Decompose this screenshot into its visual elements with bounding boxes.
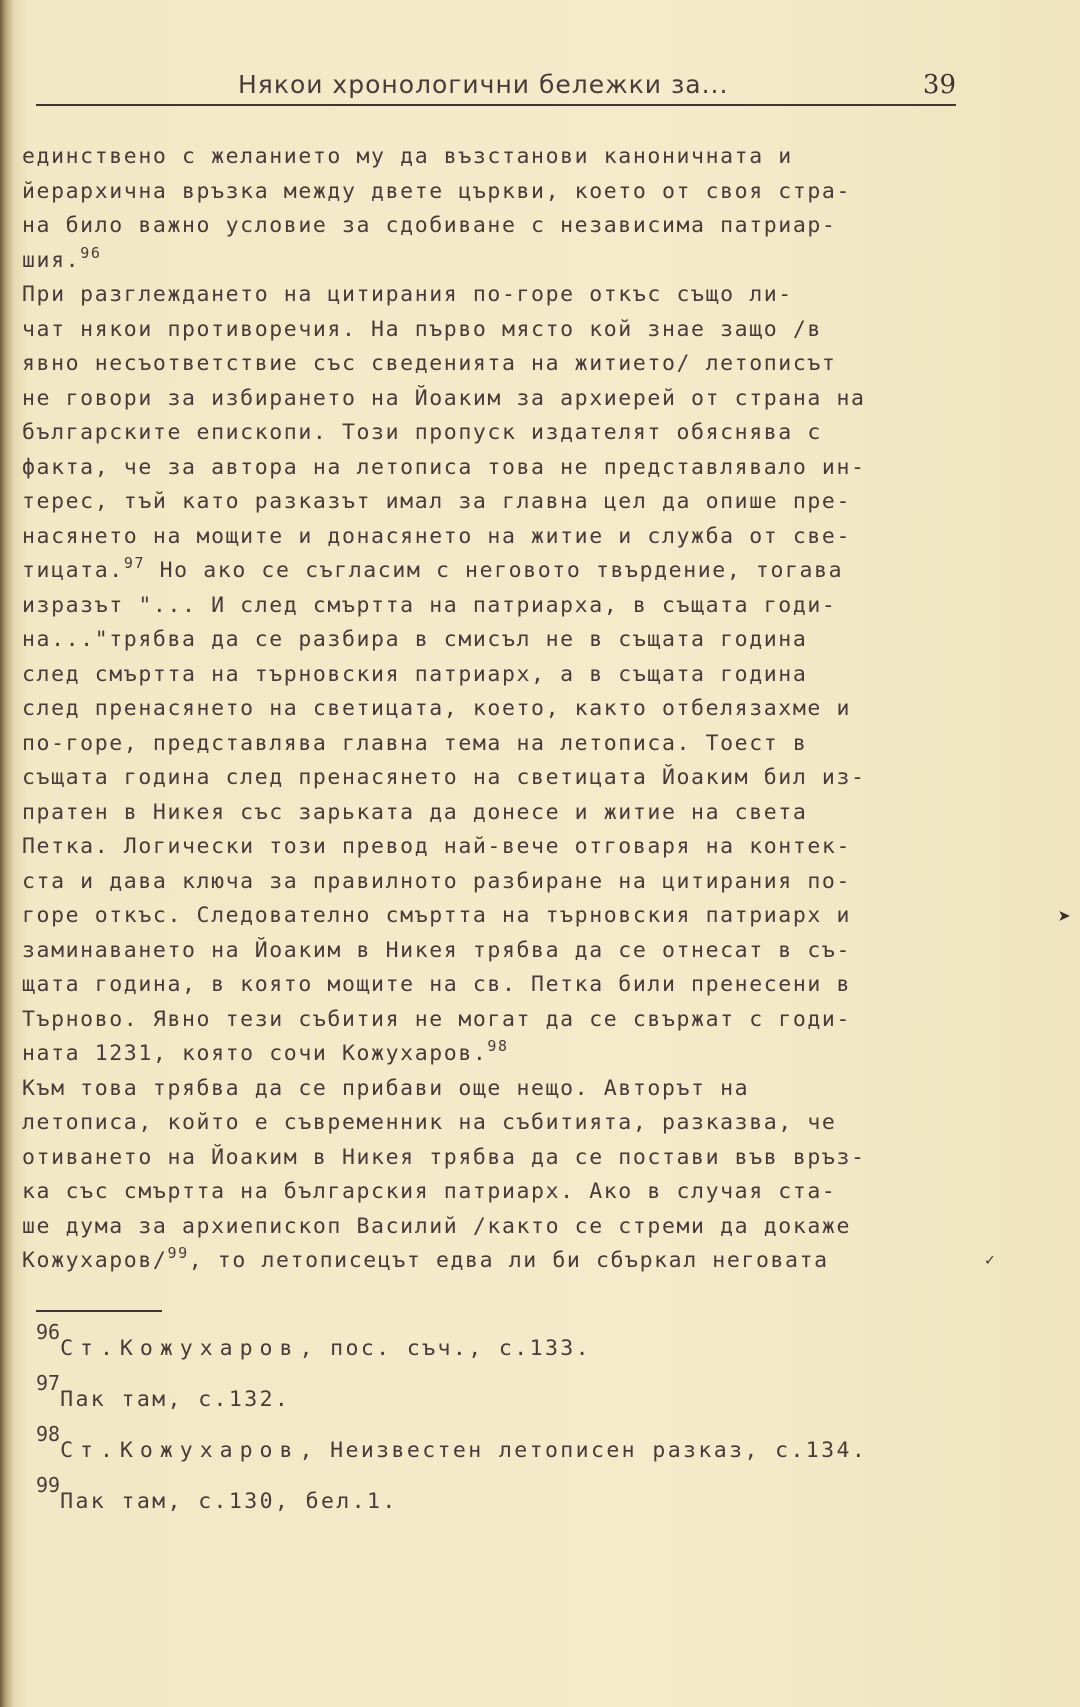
footnote — [36, 1369, 956, 1420]
text-line-content: горе откъс. Следователно смъртта на търновския патриарх и — [22, 903, 852, 928]
footnote-number: 96 — [36, 1320, 61, 1344]
footnote-number: 98 — [36, 1422, 61, 1446]
text-line — [22, 934, 977, 969]
text-line-content: Кожухаров/ — [22, 1248, 168, 1273]
text-line — [22, 347, 977, 382]
text-line-continuation: Но ако се съгласим с неговото твърдение, тогава — [145, 558, 844, 583]
text-line — [22, 1037, 977, 1072]
text-line-content: ше дума за архиепископ Василий /както се стреми да докаже — [22, 1213, 852, 1239]
text-line — [22, 485, 977, 520]
page-header — [36, 70, 956, 106]
text-line-content: ста и дава ключа за правилното разбиране на цитирания по- — [22, 868, 852, 894]
text-line — [22, 761, 977, 796]
footnote-text: , Неизвестен летописен разказ, с.134. — [299, 1438, 868, 1463]
text-line-content: по-горе, представлява главна тема на летописа. Тоест в — [22, 730, 808, 756]
footnote-reference[interactable]: 98 — [487, 1037, 509, 1055]
text-line-content: единствено с желанието му да възстанови каноничната и — [22, 144, 793, 169]
text-line-content: пратен в Никея със зарьката да донесе и житие на света — [22, 799, 808, 825]
text-line-content: не говори за избирането на Йоаким за архиерей от страна на — [22, 385, 866, 411]
margin-tick-icon: ✓ — [985, 1250, 995, 1269]
text-line-content: след смъртта на търновския патриарх, а в същата година — [22, 661, 808, 687]
footnote-text: Пак там, с.130, бел.1. — [60, 1489, 398, 1514]
text-line-content: летописа, който е съвременник на събитията, разказва, че — [22, 1110, 837, 1135]
footnote-author: Ст.Кожухаров — [60, 1336, 300, 1361]
text-line — [22, 451, 977, 486]
footnote — [36, 1420, 956, 1471]
text-line — [22, 209, 977, 244]
text-line — [22, 658, 977, 693]
text-line — [22, 623, 977, 658]
text-line — [22, 140, 977, 175]
text-line-content: Петка. Логически този превод най-вече отговаря на контек- — [22, 834, 852, 859]
text-line-content: заминаването на Йоаким в Никея трябва да се отнесат в съ- — [22, 937, 852, 963]
text-line-content: изразът "... И след смъртта на патриарха, в същата годи- — [22, 592, 837, 618]
footnote-author: Ст.Кожухаров — [60, 1438, 300, 1463]
text-line — [22, 1210, 977, 1245]
text-line-content: Търново. Явно тези събития не могат да се свържат с годи- — [22, 1006, 852, 1032]
text-line — [22, 520, 977, 555]
text-line-content: терес, тъй като разказът имал за главна цел да опише пре- — [22, 489, 852, 514]
text-line-content: на..."трябва да се разбира в смисъл не в същата година — [22, 627, 808, 652]
text-line-content: след пренасянето на светицата, което, както отбелязахме и — [22, 696, 852, 721]
text-line-content: шия. — [22, 247, 81, 273]
body-text — [22, 140, 977, 1279]
text-line — [22, 382, 977, 417]
footnote-separator — [36, 1310, 162, 1312]
text-line-content: чат някои противоречия. На първо място кой знае защо /в — [22, 316, 822, 342]
footnote-number: 97 — [36, 1371, 61, 1395]
text-line — [22, 865, 977, 900]
text-line-content: отиването на Йоаким в Никея трябва да се постави във връз- — [22, 1144, 866, 1170]
footnote-number: 99 — [36, 1473, 61, 1497]
text-line-content: При разглеждането на цитирания по-горе откъс също ли- — [22, 282, 793, 307]
footnotes — [36, 1318, 956, 1522]
running-title: Някои хронологични бележки за... — [238, 70, 729, 99]
text-line — [22, 1175, 977, 1210]
text-line — [22, 589, 977, 624]
footnote — [36, 1318, 956, 1369]
text-line-content: българските епископи. Този пропуск издателят обяснява с — [22, 420, 822, 445]
text-line — [22, 554, 977, 589]
text-line — [22, 692, 977, 727]
text-line — [22, 175, 977, 210]
text-line-content: йерархична връзка между двете църкви, което от своя стра- — [22, 178, 852, 204]
text-line-content: тицата. — [22, 558, 124, 583]
text-line — [22, 727, 977, 762]
text-line — [22, 1244, 977, 1279]
text-line — [22, 278, 977, 313]
text-line — [22, 968, 977, 1003]
text-line — [22, 1072, 977, 1107]
text-line — [22, 830, 977, 865]
text-line — [22, 416, 977, 451]
text-line-content: явно несъответствие със сведенията на житието/ летописът — [22, 351, 837, 376]
text-line-content: ната 1231, която сочи Кожухаров. — [22, 1041, 488, 1066]
text-line-content: на било важно условие за сдобиване с независима патриар- — [22, 213, 837, 238]
text-line-content: същата година след пренасянето на светицата Йоаким бил из- — [22, 765, 866, 790]
footnote-text: , пос. съч., с.133. — [299, 1336, 591, 1361]
text-line — [22, 1003, 977, 1038]
text-line — [22, 313, 977, 348]
footnote-reference[interactable]: 99 — [167, 1244, 189, 1262]
text-line-content: ка със смъртта на българския патриарх. Ако в случая ста- — [22, 1179, 837, 1204]
text-line — [22, 1141, 977, 1176]
text-line-content: насянето на мощите и донасянето на житие и служба от све- — [22, 523, 852, 549]
text-line — [22, 899, 977, 934]
margin-mark-icon: ➤ — [1058, 905, 1072, 930]
text-line — [22, 244, 977, 279]
text-line-continuation: , то летописецът едва ли би сбъркал неговата — [188, 1248, 829, 1273]
footnote-text: Пак там, с.132. — [60, 1387, 291, 1412]
text-line — [22, 1106, 977, 1141]
footnote — [36, 1471, 956, 1522]
text-line — [22, 796, 977, 831]
footnote-reference[interactable]: 96 — [80, 243, 102, 262]
text-line-content: Към това трябва да се прибави още нещо. Авторът на — [22, 1075, 750, 1101]
page-number: 39 — [922, 70, 956, 100]
footnote-reference[interactable]: 97 — [123, 554, 146, 572]
text-line-content: факта, че за автора на летописа това не представлявало ин- — [22, 454, 866, 480]
text-line-content: щата година, в която мощите на св. Петка били пренесени в — [22, 972, 852, 997]
